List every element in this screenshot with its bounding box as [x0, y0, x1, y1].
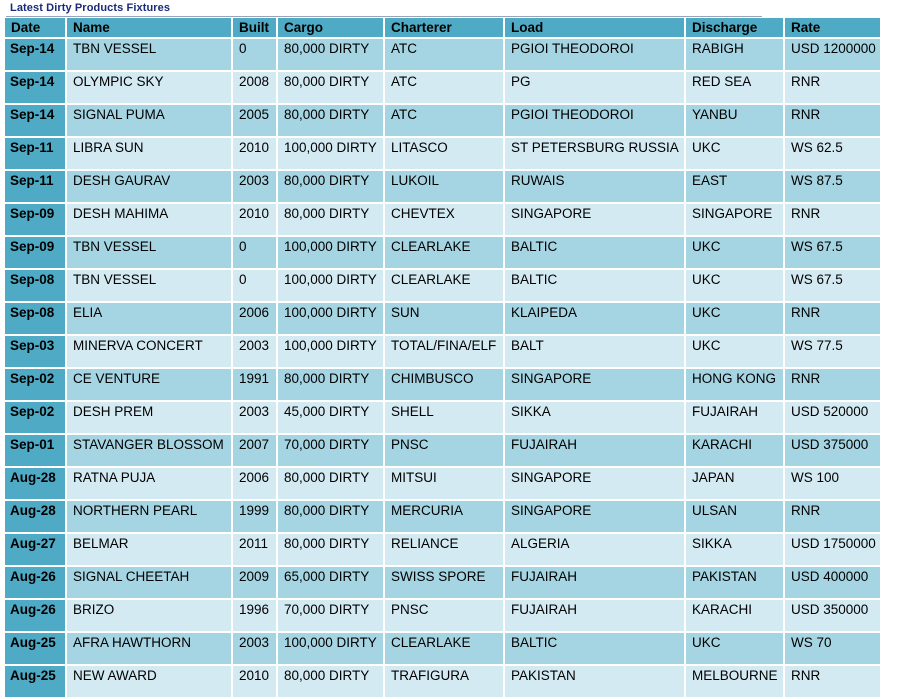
fixtures-table: [5, 18, 880, 699]
discharge-cell: SIKKA: [685, 533, 784, 566]
built-cell: 2010: [232, 137, 277, 170]
charterer-cell: PNSC: [384, 434, 504, 467]
date-cell: Sep-09: [5, 203, 66, 236]
load-cell: ST PETERSBURG RUSSIA: [504, 137, 685, 170]
charterer-cell: ATC: [384, 104, 504, 137]
rate-cell: RNR: [784, 104, 880, 137]
header-row: [5, 18, 880, 38]
cargo-cell: 70,000 DIRTY: [277, 434, 384, 467]
name-cell: TBN VESSEL: [66, 269, 232, 302]
load-cell: SINGAPORE: [504, 203, 685, 236]
table-row: [5, 137, 880, 170]
cargo-cell: 80,000 DIRTY: [277, 665, 384, 698]
discharge-cell: KARACHI: [685, 599, 784, 632]
built-cell: 2010: [232, 203, 277, 236]
table-row: [5, 434, 880, 467]
table-body: [5, 38, 880, 698]
table-row: [5, 599, 880, 632]
discharge-cell: SINGAPORE: [685, 203, 784, 236]
rate-cell: WS 67.5: [784, 269, 880, 302]
name-cell: NORTHERN PEARL: [66, 500, 232, 533]
rate-cell: RNR: [784, 665, 880, 698]
rate-cell: RNR: [784, 203, 880, 236]
name-cell: ELIA: [66, 302, 232, 335]
rate-cell: WS 67.5: [784, 236, 880, 269]
discharge-cell: EAST: [685, 170, 784, 203]
date-cell: Aug-26: [5, 566, 66, 599]
date-cell: Aug-27: [5, 533, 66, 566]
built-cell: 2003: [232, 170, 277, 203]
name-cell: TBN VESSEL: [66, 38, 232, 71]
date-cell: Aug-26: [5, 599, 66, 632]
column-header-cargo: Cargo: [277, 18, 384, 38]
rate-cell: USD 350000: [784, 599, 880, 632]
rate-cell: USD 1200000: [784, 38, 880, 71]
date-cell: Sep-11: [5, 137, 66, 170]
discharge-cell: KARACHI: [685, 434, 784, 467]
charterer-cell: PNSC: [384, 599, 504, 632]
table-row: [5, 401, 880, 434]
name-cell: DESH GAURAV: [66, 170, 232, 203]
name-cell: OLYMPIC SKY: [66, 71, 232, 104]
cargo-cell: 100,000 DIRTY: [277, 302, 384, 335]
rate-cell: WS 77.5: [784, 335, 880, 368]
rate-cell: RNR: [784, 71, 880, 104]
table-row: [5, 500, 880, 533]
built-cell: 0: [232, 38, 277, 71]
load-cell: KLAIPEDA: [504, 302, 685, 335]
load-cell: PG: [504, 71, 685, 104]
built-cell: 2003: [232, 632, 277, 665]
name-cell: BRIZO: [66, 599, 232, 632]
load-cell: BALTIC: [504, 236, 685, 269]
built-cell: 2006: [232, 467, 277, 500]
charterer-cell: CLEARLAKE: [384, 269, 504, 302]
charterer-cell: RELIANCE: [384, 533, 504, 566]
rate-cell: RNR: [784, 302, 880, 335]
load-cell: FUJAIRAH: [504, 566, 685, 599]
built-cell: 0: [232, 236, 277, 269]
load-cell: FUJAIRAH: [504, 599, 685, 632]
built-cell: 2010: [232, 665, 277, 698]
built-cell: 2006: [232, 302, 277, 335]
table-row: [5, 533, 880, 566]
load-cell: PGIOI THEODOROI: [504, 104, 685, 137]
table-row: [5, 203, 880, 236]
built-cell: 2009: [232, 566, 277, 599]
name-cell: STAVANGER BLOSSOM: [66, 434, 232, 467]
load-cell: FUJAIRAH: [504, 434, 685, 467]
date-cell: Aug-28: [5, 500, 66, 533]
built-cell: 0: [232, 269, 277, 302]
column-header-load: Load: [504, 18, 685, 38]
cargo-cell: 45,000 DIRTY: [277, 401, 384, 434]
rate-cell: RNR: [784, 368, 880, 401]
name-cell: TBN VESSEL: [66, 236, 232, 269]
table-row: [5, 566, 880, 599]
cargo-cell: 80,000 DIRTY: [277, 500, 384, 533]
discharge-cell: FUJAIRAH: [685, 401, 784, 434]
discharge-cell: YANBU: [685, 104, 784, 137]
built-cell: 1991: [232, 368, 277, 401]
charterer-cell: LUKOIL: [384, 170, 504, 203]
column-header-built: Built: [232, 18, 277, 38]
discharge-cell: UKC: [685, 236, 784, 269]
discharge-cell: UKC: [685, 269, 784, 302]
name-cell: DESH MAHIMA: [66, 203, 232, 236]
date-cell: Aug-25: [5, 632, 66, 665]
built-cell: 2005: [232, 104, 277, 137]
rate-cell: USD 375000: [784, 434, 880, 467]
date-cell: Sep-08: [5, 269, 66, 302]
charterer-cell: ATC: [384, 38, 504, 71]
charterer-cell: SHELL: [384, 401, 504, 434]
charterer-cell: CHEVTEX: [384, 203, 504, 236]
date-cell: Sep-01: [5, 434, 66, 467]
page-title: Latest Dirty Products Fixtures: [10, 2, 171, 14]
load-cell: SINGAPORE: [504, 467, 685, 500]
load-cell: ALGERIA: [504, 533, 685, 566]
date-cell: Sep-08: [5, 302, 66, 335]
charterer-cell: CLEARLAKE: [384, 632, 504, 665]
rate-cell: WS 100: [784, 467, 880, 500]
date-cell: Sep-14: [5, 71, 66, 104]
cargo-cell: 100,000 DIRTY: [277, 236, 384, 269]
column-header-name: Name: [66, 18, 232, 38]
date-cell: Aug-28: [5, 467, 66, 500]
load-cell: BALT: [504, 335, 685, 368]
rate-cell: WS 62.5: [784, 137, 880, 170]
cargo-cell: 80,000 DIRTY: [277, 533, 384, 566]
date-cell: Sep-03: [5, 335, 66, 368]
load-cell: RUWAIS: [504, 170, 685, 203]
rate-cell: WS 87.5: [784, 170, 880, 203]
column-header-charterer: Charterer: [384, 18, 504, 38]
charterer-cell: CLEARLAKE: [384, 236, 504, 269]
discharge-cell: UKC: [685, 137, 784, 170]
rate-cell: RNR: [784, 500, 880, 533]
discharge-cell: UKC: [685, 302, 784, 335]
cargo-cell: 80,000 DIRTY: [277, 71, 384, 104]
rate-cell: USD 400000: [784, 566, 880, 599]
column-header-discharge: Discharge: [685, 18, 784, 38]
name-cell: CE VENTURE: [66, 368, 232, 401]
charterer-cell: CHIMBUSCO: [384, 368, 504, 401]
load-cell: PAKISTAN: [504, 665, 685, 698]
load-cell: SIKKA: [504, 401, 685, 434]
date-cell: Sep-09: [5, 236, 66, 269]
discharge-cell: PAKISTAN: [685, 566, 784, 599]
table-row: [5, 467, 880, 500]
cargo-cell: 100,000 DIRTY: [277, 269, 384, 302]
load-cell: SINGAPORE: [504, 500, 685, 533]
charterer-cell: TOTAL/FINA/ELF: [384, 335, 504, 368]
rate-cell: USD 1750000: [784, 533, 880, 566]
load-cell: BALTIC: [504, 269, 685, 302]
table-row: [5, 71, 880, 104]
name-cell: MINERVA CONCERT: [66, 335, 232, 368]
cargo-cell: 80,000 DIRTY: [277, 38, 384, 71]
column-header-date: Date: [5, 18, 66, 38]
built-cell: 2011: [232, 533, 277, 566]
name-cell: SIGNAL CHEETAH: [66, 566, 232, 599]
discharge-cell: ULSAN: [685, 500, 784, 533]
charterer-cell: SWISS SPORE: [384, 566, 504, 599]
charterer-cell: SUN: [384, 302, 504, 335]
discharge-cell: RED SEA: [685, 71, 784, 104]
charterer-cell: MITSUI: [384, 467, 504, 500]
built-cell: 2003: [232, 401, 277, 434]
column-header-rate: Rate: [784, 18, 880, 38]
discharge-cell: HONG KONG: [685, 368, 784, 401]
name-cell: AFRA HAWTHORN: [66, 632, 232, 665]
rate-cell: WS 70: [784, 632, 880, 665]
discharge-cell: RABIGH: [685, 38, 784, 71]
name-cell: SIGNAL PUMA: [66, 104, 232, 137]
cargo-cell: 65,000 DIRTY: [277, 566, 384, 599]
table-row: [5, 368, 880, 401]
cargo-cell: 80,000 DIRTY: [277, 170, 384, 203]
name-cell: NEW AWARD: [66, 665, 232, 698]
cargo-cell: 100,000 DIRTY: [277, 632, 384, 665]
name-cell: DESH PREM: [66, 401, 232, 434]
table-row: [5, 104, 880, 137]
built-cell: 2003: [232, 335, 277, 368]
discharge-cell: UKC: [685, 335, 784, 368]
cargo-cell: 100,000 DIRTY: [277, 335, 384, 368]
cargo-cell: 100,000 DIRTY: [277, 137, 384, 170]
load-cell: PGIOI THEODOROI: [504, 38, 685, 71]
name-cell: LIBRA SUN: [66, 137, 232, 170]
title-divider: [6, 16, 762, 17]
rate-cell: USD 520000: [784, 401, 880, 434]
table-row: [5, 170, 880, 203]
table-row: [5, 236, 880, 269]
built-cell: 2008: [232, 71, 277, 104]
date-cell: Sep-14: [5, 104, 66, 137]
cargo-cell: 80,000 DIRTY: [277, 467, 384, 500]
date-cell: Sep-02: [5, 401, 66, 434]
table-row: [5, 335, 880, 368]
built-cell: 1996: [232, 599, 277, 632]
date-cell: Aug-25: [5, 665, 66, 698]
name-cell: BELMAR: [66, 533, 232, 566]
cargo-cell: 80,000 DIRTY: [277, 104, 384, 137]
charterer-cell: ATC: [384, 71, 504, 104]
table-row: [5, 269, 880, 302]
table-row: [5, 665, 880, 698]
cargo-cell: 80,000 DIRTY: [277, 203, 384, 236]
charterer-cell: MERCURIA: [384, 500, 504, 533]
built-cell: 2007: [232, 434, 277, 467]
cargo-cell: 70,000 DIRTY: [277, 599, 384, 632]
charterer-cell: TRAFIGURA: [384, 665, 504, 698]
table-row: [5, 38, 880, 71]
built-cell: 1999: [232, 500, 277, 533]
discharge-cell: MELBOURNE: [685, 665, 784, 698]
load-cell: BALTIC: [504, 632, 685, 665]
charterer-cell: LITASCO: [384, 137, 504, 170]
discharge-cell: JAPAN: [685, 467, 784, 500]
date-cell: Sep-11: [5, 170, 66, 203]
date-cell: Sep-14: [5, 38, 66, 71]
table-row: [5, 632, 880, 665]
load-cell: SINGAPORE: [504, 368, 685, 401]
discharge-cell: UKC: [685, 632, 784, 665]
table-row: [5, 302, 880, 335]
cargo-cell: 80,000 DIRTY: [277, 368, 384, 401]
name-cell: RATNA PUJA: [66, 467, 232, 500]
date-cell: Sep-02: [5, 368, 66, 401]
